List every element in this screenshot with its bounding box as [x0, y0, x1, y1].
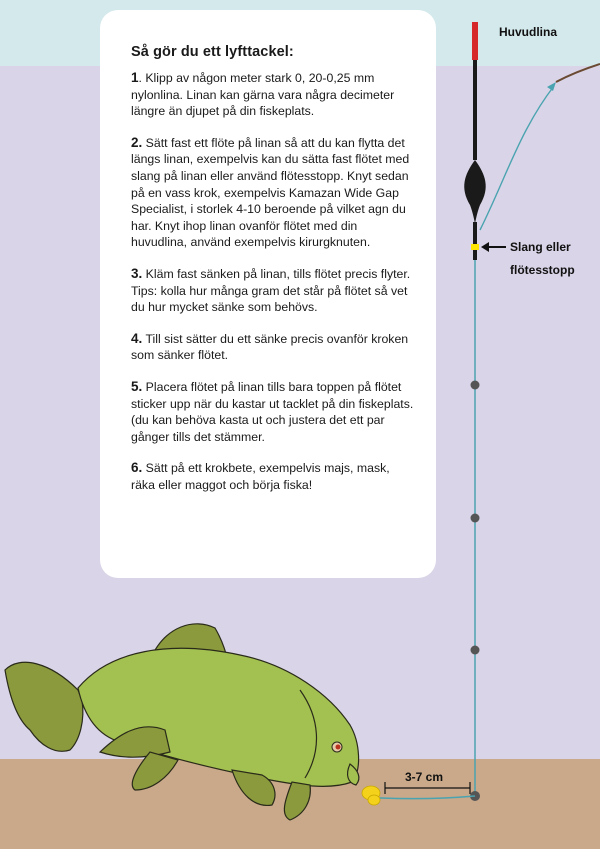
float-base: [473, 250, 477, 260]
stopper-arrow-icon: [481, 242, 489, 252]
instruction-panel: [100, 10, 436, 578]
panel-title: Så gör du ett lyfttackel:: [131, 44, 294, 60]
leader-arrowhead: [547, 82, 556, 91]
tench-fish: [5, 624, 359, 820]
step-3: 3. Kläm fast sänken på linan, tills flötet precis flyter. Tips: kolla hur många gram det står på flötet så vet du hur mycket sänke som behövs.: [131, 265, 411, 315]
stopper-label: [510, 240, 600, 278]
split-shot: [471, 514, 480, 523]
step-1: 1. Klipp av någon meter stark 0, 20-0,25 mm nylonlina. Linan kan gärna vara några decimeter längre än djupet på din fiskeplats.: [131, 70, 395, 119]
step-4: 4. Till sist sätter du ett sänke precis ovanför kroken som sänker flötet.: [131, 330, 409, 363]
step-2: 2. Sätt fast ett flöte på linan så att du kan flytta det längs linan, exempelvis kan du sätta fast flötet med slang på linan eller använd flötesstopp. Knyt sedan på en vass krok, exempelvis Kamazan Wide Gap Specialist, i storlek 4-10 beroende på vilket agn du har. Knyt ihop linan ovanför flötet med din huvudlina, använd exempelvis kirurgknuten.: [131, 134, 410, 250]
stopper-label-line2: flötesstopp: [510, 263, 575, 277]
distance-label: 3-7 cm: [405, 770, 444, 784]
stopper: [471, 244, 479, 250]
float-stem: [473, 60, 477, 160]
main-line-label: Huvudlina: [499, 25, 558, 39]
hook-link: [380, 796, 475, 799]
split-shot: [471, 381, 480, 390]
float-bottom-stem: [473, 222, 477, 244]
split-shot: [471, 646, 480, 655]
leader-line: [480, 86, 554, 230]
step-6: 6. Sätt på ett krokbete, exempelvis majs, mask, räka eller maggot och börja fiska!: [131, 460, 390, 492]
float-tip: [472, 22, 478, 60]
stopper-label-line1: Slang eller: [510, 240, 571, 254]
step-5: 5. Placera flötet på linan tills bara toppen på flötet sticker upp när du kastar ut tacklet på din fiskeplats. (du kan behöva kasta ut och justera det ett par gånger tills det stämmer.: [131, 378, 414, 444]
main-line: [556, 64, 600, 82]
float-body: [464, 160, 485, 224]
